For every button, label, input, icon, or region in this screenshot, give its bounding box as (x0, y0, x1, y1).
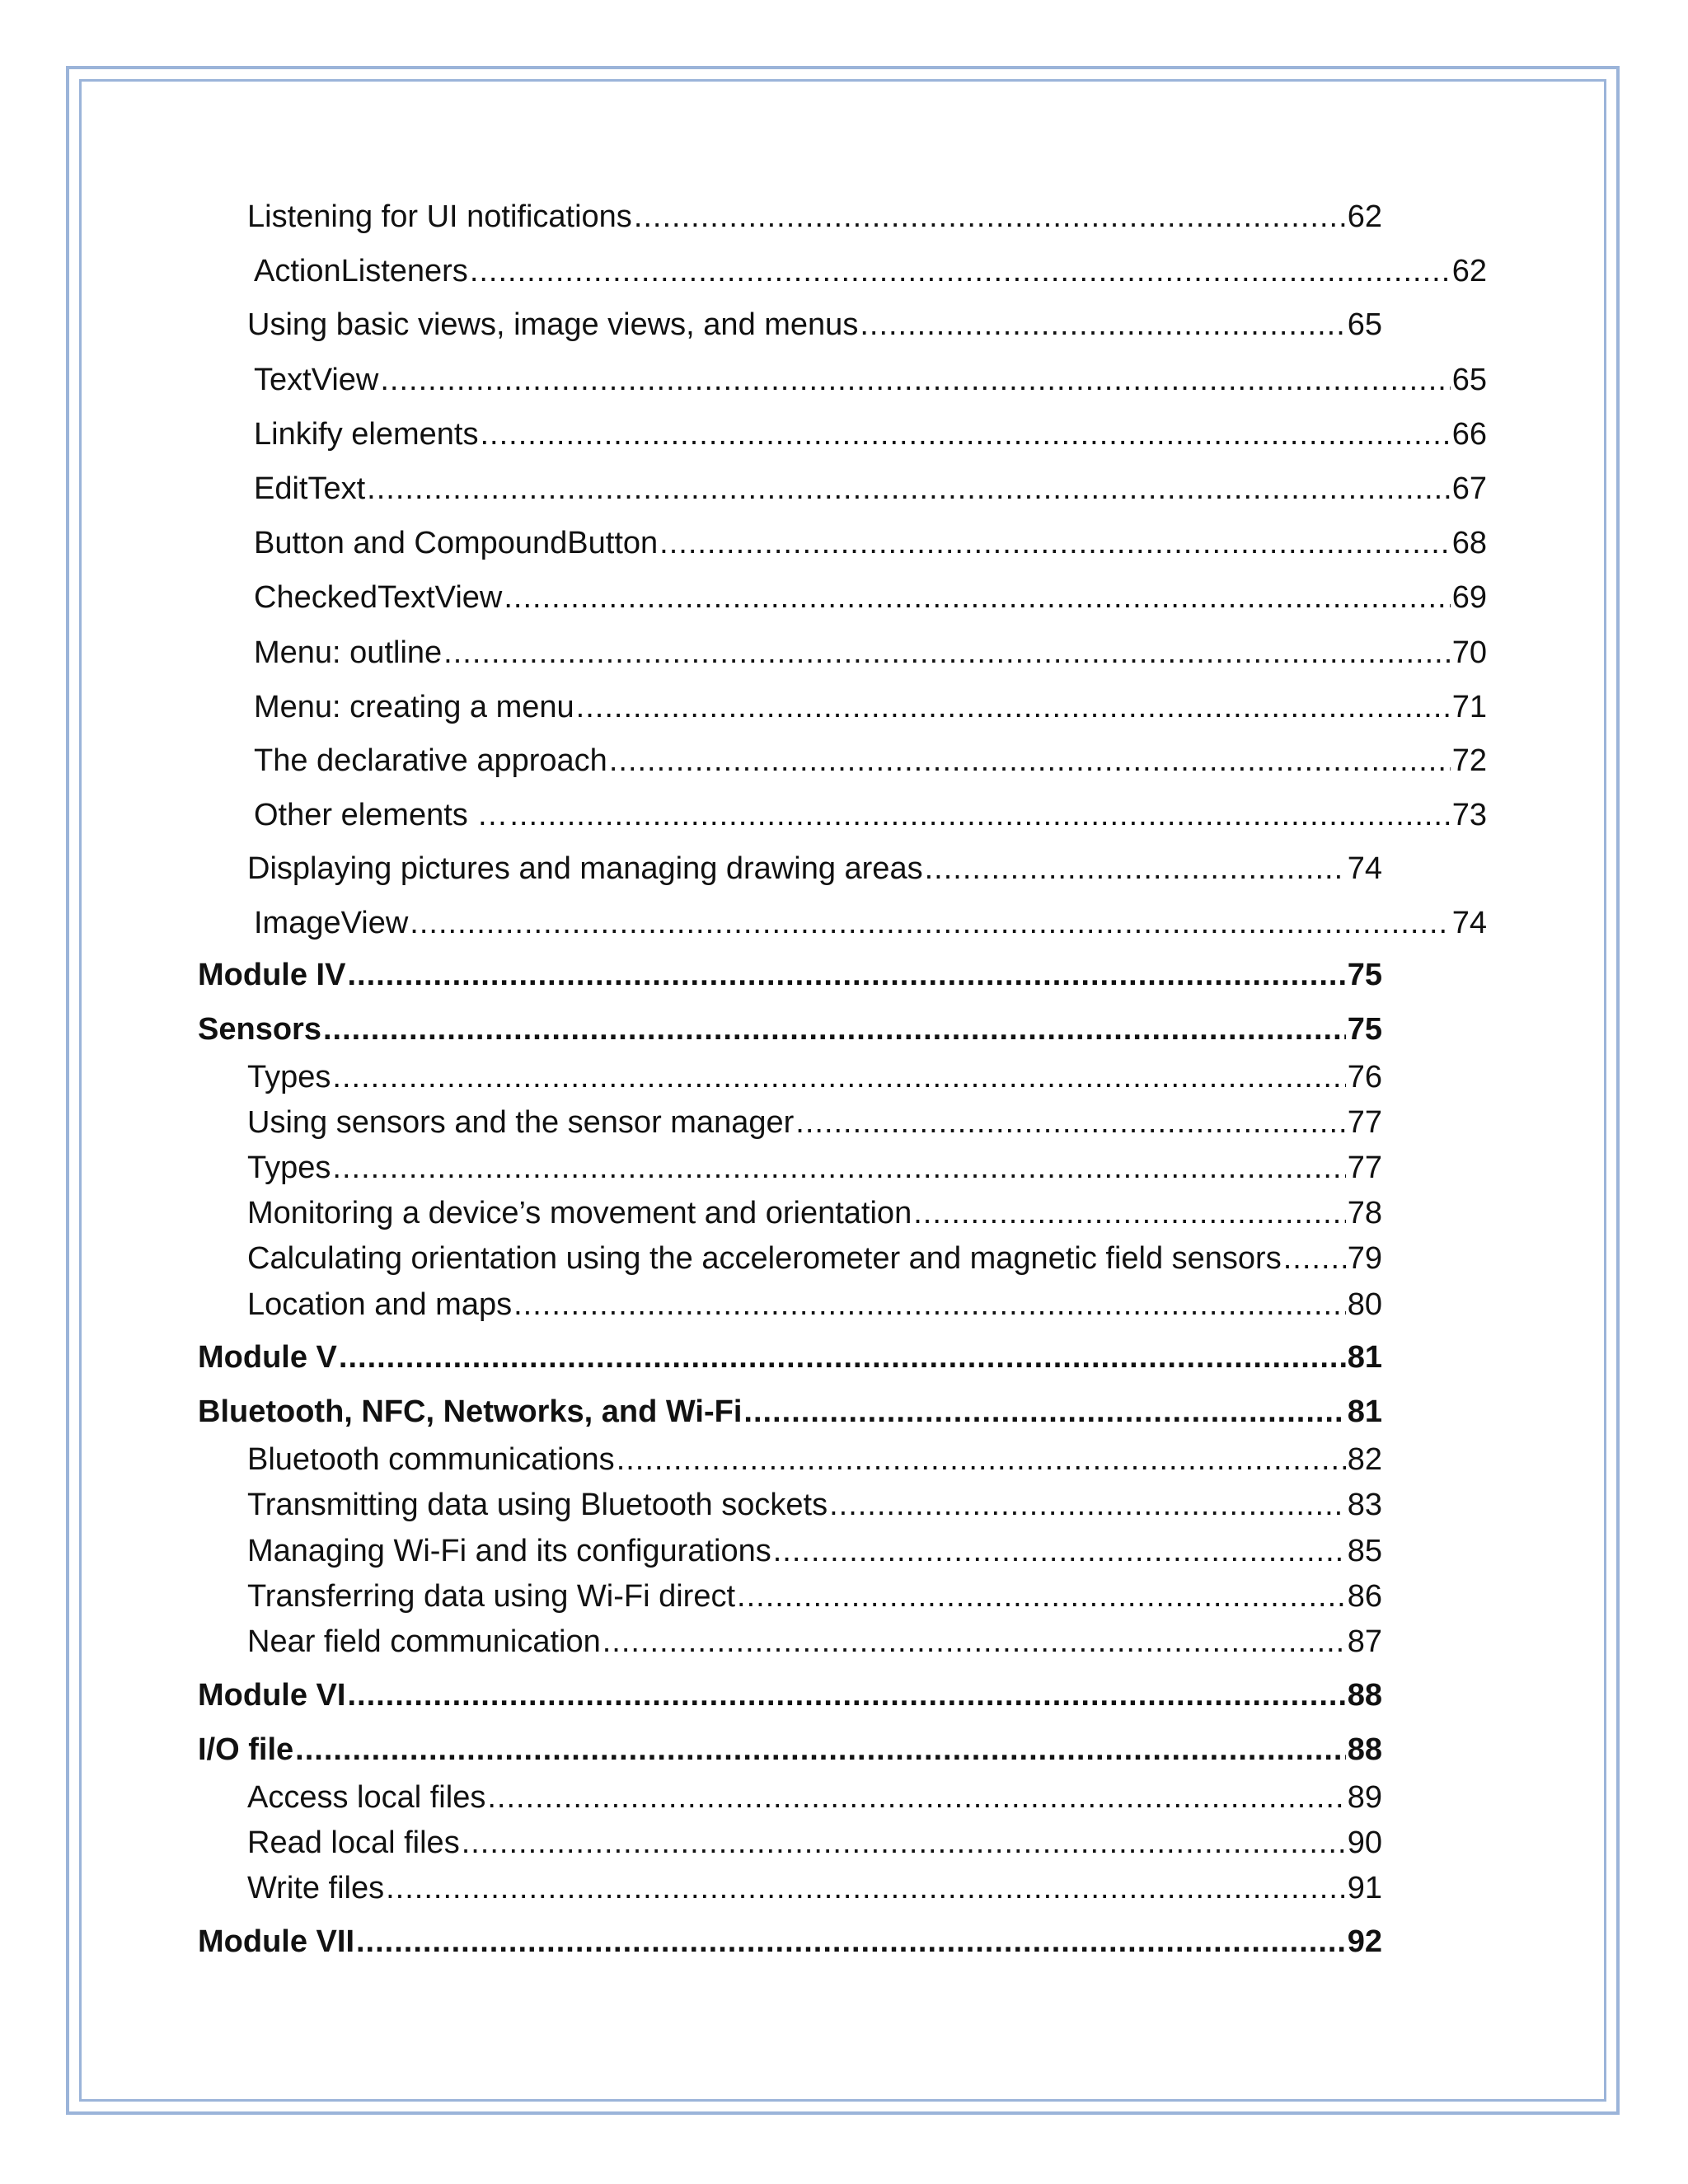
toc-leader-dots (795, 1102, 1345, 1143)
toc-entry-page: 89 (1347, 1780, 1382, 1815)
toc-entry-page: 87 (1347, 1624, 1382, 1659)
toc-entry-page: 66 (1451, 417, 1487, 452)
toc-entry[interactable] (247, 1284, 1382, 1325)
toc-entry-page: 77 (1347, 1105, 1382, 1140)
toc-entry-page: 77 (1347, 1151, 1382, 1185)
toc-entry[interactable] (247, 1822, 1382, 1863)
toc-leader-dots (410, 902, 1450, 944)
toc-entry[interactable] (247, 304, 1382, 345)
toc-entry-title: Access local files (247, 1780, 486, 1815)
toc-entry[interactable] (254, 359, 1487, 401)
toc-leader-dots (634, 196, 1346, 237)
toc-entry-title: Transferring data using Wi-Fi direct (247, 1579, 736, 1614)
toc-entry-page: 69 (1451, 580, 1487, 615)
toc-leader-dots (513, 1284, 1346, 1325)
toc-entry-title: TextView (254, 363, 379, 397)
toc-entry-title: Transmitting data using Bluetooth sockets (247, 1488, 828, 1522)
toc-entry-title: Types (247, 1151, 331, 1185)
toc-entry[interactable] (254, 414, 1487, 455)
toc-entry[interactable] (254, 687, 1487, 728)
toc-entry-page: 65 (1451, 363, 1487, 397)
toc-entry-page: 82 (1347, 1442, 1382, 1477)
toc-entry-title: Read local files (247, 1825, 460, 1860)
toc-entry-page: 74 (1347, 851, 1382, 886)
toc-entry-title: Module VII (198, 1924, 354, 1959)
toc-entry[interactable] (254, 902, 1487, 944)
toc-entry[interactable] (198, 1337, 1382, 1378)
toc-leader-dots (1283, 1238, 1346, 1279)
toc-entry-page: 81 (1347, 1340, 1382, 1375)
toc-entry[interactable] (198, 1009, 1382, 1050)
toc-entry-page: 75 (1347, 958, 1382, 992)
toc-entry-title: Managing Wi-Fi and its configurations (247, 1534, 771, 1568)
toc-entry[interactable] (247, 1057, 1382, 1098)
toc-leader-dots (332, 1147, 1345, 1188)
toc-entry[interactable] (254, 523, 1487, 564)
toc-entry-page: 88 (1347, 1732, 1382, 1767)
toc-entry-page: 74 (1451, 906, 1487, 940)
toc-entry-page: 71 (1451, 690, 1487, 724)
toc-entry-page: 92 (1347, 1924, 1382, 1959)
toc-entry-title: Write files (247, 1871, 385, 1905)
toc-leader-dots (773, 1530, 1346, 1572)
toc-leader-dots (380, 359, 1450, 401)
toc-entry-page: 72 (1451, 743, 1487, 778)
toc-entry-page: 86 (1347, 1579, 1382, 1614)
toc-entry-title: Linkify elements (254, 417, 479, 452)
toc-entry-title: Calculating orientation using the accelerometer and magnetic field sensors (247, 1241, 1282, 1276)
toc-entry[interactable] (247, 1576, 1382, 1617)
toc-entry-page: 78 (1347, 1196, 1382, 1230)
toc-entry-title: Other elements … (254, 798, 509, 832)
toc-leader-dots (860, 304, 1345, 345)
toc-entry-page: 85 (1347, 1534, 1382, 1568)
toc-entry-title: Menu: outline (254, 635, 443, 670)
toc-leader-dots (487, 1777, 1345, 1818)
toc-leader-dots (603, 1621, 1346, 1662)
toc-entry-title: Near field communication (247, 1624, 601, 1659)
toc-entry-title: The declarative approach (254, 743, 607, 778)
toc-entry-page: 83 (1347, 1488, 1382, 1522)
toc-entry-title: Bluetooth, NFC, Networks, and Wi-Fi (198, 1394, 743, 1429)
toc-entry[interactable] (247, 1147, 1382, 1188)
toc-leader-dots (829, 1484, 1346, 1526)
toc-entry-title: Using sensors and the sensor manager (247, 1105, 795, 1140)
toc-entry-page: 79 (1347, 1241, 1382, 1276)
toc-entry[interactable] (247, 848, 1382, 889)
toc-entry-title: Using basic views, image views, and menus (247, 307, 859, 342)
toc-leader-dots (462, 1822, 1346, 1863)
toc-leader-dots (470, 251, 1451, 292)
toc-leader-dots (323, 1009, 1346, 1050)
toc-entry[interactable] (254, 632, 1487, 673)
toc-leader-dots (617, 1439, 1346, 1480)
toc-entry-page: 88 (1347, 1678, 1382, 1713)
toc-entry[interactable] (254, 468, 1487, 509)
toc-leader-dots (659, 523, 1451, 564)
toc-entry[interactable] (247, 1193, 1382, 1234)
toc-entry-title: CheckedTextView (254, 580, 503, 615)
toc-leader-dots (480, 414, 1450, 455)
toc-leader-dots (386, 1868, 1346, 1909)
toc-entry-title: I/O file (198, 1732, 294, 1767)
toc-entry[interactable] (247, 1238, 1382, 1279)
toc-entry-page: 80 (1347, 1287, 1382, 1322)
toc-entry[interactable] (198, 1391, 1382, 1432)
toc-leader-dots (347, 954, 1345, 996)
toc-entry-page: 62 (1347, 199, 1382, 234)
toc-entry-title: Bluetooth communications (247, 1442, 615, 1477)
toc-entry-title: Menu: creating a menu (254, 690, 574, 724)
toc-entry[interactable] (198, 1921, 1382, 1962)
toc-entry-page: 70 (1451, 635, 1487, 670)
toc-leader-dots (347, 1675, 1345, 1716)
toc-entry[interactable] (254, 740, 1487, 781)
toc-entry-title: Displaying pictures and managing drawing areas (247, 851, 923, 886)
toc-entry-title: Location and maps (247, 1287, 513, 1322)
toc-entry-title: Button and CompoundButton (254, 526, 659, 560)
toc-leader-dots (356, 1921, 1346, 1962)
toc-entry-title: Sensors (198, 1012, 321, 1047)
toc-leader-dots (925, 848, 1346, 889)
toc-leader-dots (913, 1193, 1346, 1234)
toc-entry-title: Module VI (198, 1678, 346, 1713)
toc-entry-title: Monitoring a device’s movement and orientation (247, 1196, 912, 1230)
toc-leader-dots (332, 1057, 1345, 1098)
toc-entry-title: ActionListeners (254, 254, 468, 288)
toc-entry-page: 73 (1451, 798, 1487, 832)
toc-entry-page: 81 (1347, 1394, 1382, 1429)
toc-entry[interactable] (247, 1102, 1382, 1143)
toc-entry-title: Listening for UI notifications (247, 199, 632, 234)
toc-entry-title: Module IV (198, 958, 346, 992)
toc-entry-page: 68 (1451, 526, 1487, 560)
toc-leader-dots (743, 1391, 1345, 1432)
toc-entry[interactable] (254, 251, 1487, 292)
toc-leader-dots (576, 687, 1451, 728)
toc-entry[interactable] (247, 1530, 1382, 1572)
toc-leader-dots (737, 1576, 1346, 1617)
toc-entry-title: ImageView (254, 906, 409, 940)
toc-leader-dots (609, 740, 1451, 781)
toc-entry-page: 65 (1347, 307, 1382, 342)
toc-entry[interactable] (247, 196, 1382, 237)
toc-entry-page: 90 (1347, 1825, 1382, 1860)
toc-entry[interactable] (247, 1868, 1382, 1909)
toc-entry-page: 76 (1347, 1060, 1382, 1094)
toc-entry[interactable] (247, 1777, 1382, 1818)
toc-leader-dots (339, 1337, 1346, 1378)
toc-entry-page: 75 (1347, 1012, 1382, 1047)
toc-entry[interactable] (254, 794, 1487, 836)
toc-entry-page: 62 (1451, 254, 1487, 288)
toc-entry[interactable] (198, 1675, 1382, 1716)
toc-leader-dots (509, 794, 1450, 836)
toc-entry[interactable] (247, 1484, 1382, 1526)
toc-entry[interactable] (247, 1439, 1382, 1480)
toc-entry-page: 67 (1451, 471, 1487, 506)
toc-entry[interactable] (198, 1729, 1382, 1770)
toc-entry-title: Module V (198, 1340, 337, 1375)
toc-leader-dots (295, 1729, 1346, 1770)
toc-leader-dots (443, 632, 1451, 673)
toc-entry-title: EditText (254, 471, 366, 506)
toc-entry[interactable] (247, 1621, 1382, 1662)
toc-entry[interactable] (198, 954, 1382, 996)
toc-leader-dots (504, 577, 1450, 618)
toc-entry-title: Types (247, 1060, 331, 1094)
toc-entry[interactable] (254, 577, 1487, 618)
toc-entry-page: 91 (1347, 1871, 1382, 1905)
toc-leader-dots (367, 468, 1451, 509)
